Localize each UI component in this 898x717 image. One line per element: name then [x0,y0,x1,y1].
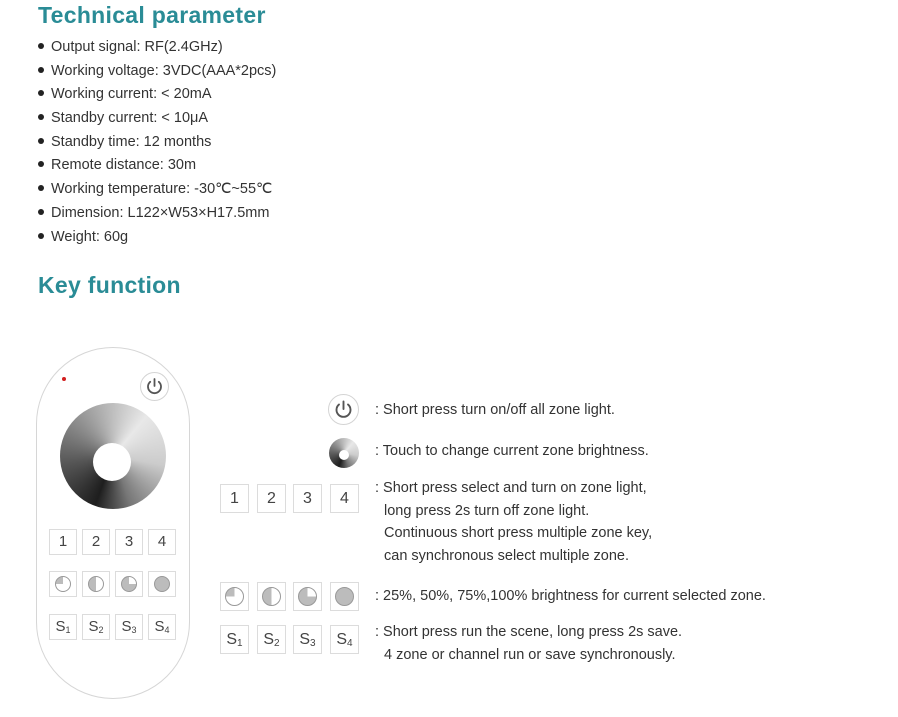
brightness-100-button[interactable] [148,571,176,597]
legend-scene-key-3: $S_3$ [293,625,322,654]
spec-item: Standby time: 12 months [38,133,276,157]
zone-key-4[interactable]: 4 [148,529,176,555]
power-button[interactable] [140,372,169,401]
scene-key-2[interactable]: $S_2$ [82,614,110,640]
bullet-icon [38,90,44,96]
legend-zone-key-3: 3 [293,484,322,513]
legend-power-button [328,394,359,425]
spec-item: Weight: 60g [38,228,276,252]
brightness-50-button[interactable] [82,571,110,597]
spec-list [38,38,276,251]
spec-item: Output signal: RF(2.4GHz) [38,38,276,62]
legend-brightness-100 [330,582,359,611]
power-icon [141,373,168,400]
brightness-25-icon [55,576,71,592]
brightness-25-icon [225,587,244,606]
brightness-75-icon [298,587,317,606]
legend-touch-wheel-icon [329,438,359,468]
legend-scene-key-1: $S_1$ [220,625,249,654]
legend-brightness-50 [257,582,286,611]
bullet-icon [38,43,44,49]
brightness-50-icon [262,587,281,606]
technical-parameter-heading: Technical parameter [38,2,266,28]
brightness-description: : 25%, 50%, 75%,100% brightness for current selected zone. [375,588,766,604]
scene-key-4[interactable]: $S_4$ [148,614,176,640]
brightness-100-icon [335,587,354,606]
brightness-75-button[interactable] [115,571,143,597]
zone-key-2[interactable]: 2 [82,529,110,555]
bullet-icon [38,233,44,239]
power-description: : Short press turn on/off all zone light. [375,402,615,418]
touch-wheel[interactable] [60,403,166,509]
zone-key-1[interactable]: 1 [49,529,77,555]
bullet-icon [38,67,44,73]
spec-item: Working voltage: 3VDC(AAA*2pcs) [38,62,276,86]
indicator-led-icon [62,377,66,381]
power-icon [329,395,358,424]
brightness-100-icon [154,576,170,592]
brightness-25-button[interactable] [49,571,77,597]
bullet-icon [38,114,44,120]
legend-brightness-75 [293,582,322,611]
legend-brightness-25 [220,582,249,611]
brightness-50-icon [88,576,104,592]
legend-zone-key-4: 4 [330,484,359,513]
spec-item: Standby current: < 10μA [38,109,276,133]
spec-item: Remote distance: 30m [38,156,276,180]
legend-zone-key-2: 2 [257,484,286,513]
bullet-icon [38,161,44,167]
legend-zone-key-1: 1 [220,484,249,513]
legend-scene-key-4: $S_4$ [330,625,359,654]
scene-description: : Short press run the scene, long press 2s save. 4 zone or channel run or save synchronously. [375,624,683,663]
spec-item: Working temperature: -30℃~55℃ [38,180,276,204]
zone-key-3[interactable]: 3 [115,529,143,555]
bullet-icon [38,185,44,191]
bullet-icon [38,138,44,144]
wheel-description: : Touch to change current zone brightness. [375,443,649,459]
legend-scene-key-2: $S_2$ [257,625,286,654]
key-function-heading: Key function [38,272,181,298]
zone-description: : Short press select and turn on zone light, long press 2s turn off zone light. Continuous short press multiple zone key, can synchronous select multiple zone. [375,480,653,565]
scene-key-3[interactable]: $S_3$ [115,614,143,640]
scene-key-1[interactable]: $S_1$ [49,614,77,640]
bullet-icon [38,209,44,215]
spec-item: Dimension: L122×W53×H17.5mm [38,204,276,228]
brightness-75-icon [121,576,137,592]
spec-item: Working current: < 20mA [38,85,276,109]
